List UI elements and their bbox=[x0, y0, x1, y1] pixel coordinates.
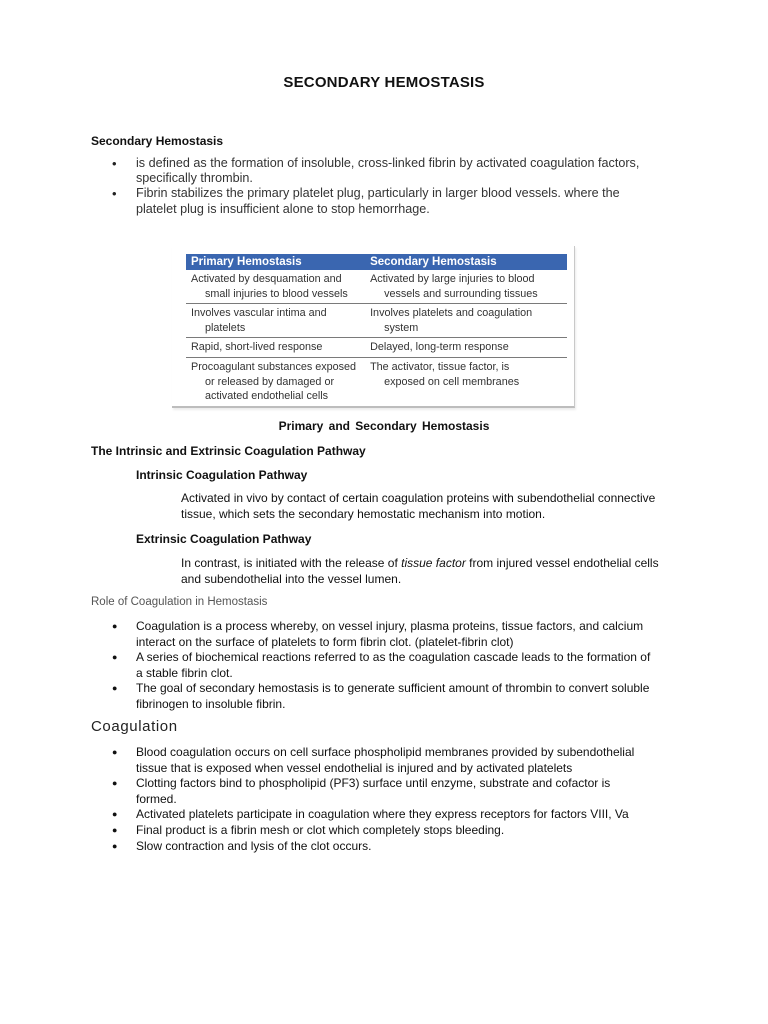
list-item: ● The goal of secondary hemostasis is to generate sufficient amount of thrombin to convert soluble fibrinogen to insoluble fibrin. bbox=[91, 681, 651, 712]
table-cell bbox=[186, 357, 365, 405]
intrinsic-description: Activated in vivo by contact of certain coagulation proteins with subendothelial connective tissue, which sets the secondary hemostatic mechanism into motion. bbox=[181, 491, 656, 521]
cell-line: Activated by large injuries to blood bbox=[370, 273, 535, 285]
table-header-row bbox=[186, 254, 567, 270]
section-heading-secondary-hemostasis: Secondary Hemostasis bbox=[91, 134, 224, 148]
table-cell bbox=[365, 304, 567, 338]
table-row bbox=[186, 338, 567, 358]
cell-line: small injuries to blood vessels bbox=[205, 287, 348, 300]
table-row bbox=[186, 304, 567, 338]
cell-line: system bbox=[384, 321, 419, 334]
cell-line: vessels and surrounding tissues bbox=[384, 287, 538, 300]
header-primary: Primary Hemostasis bbox=[186, 254, 365, 270]
list-item: • Fibrin stabilizes the primary platelet plug, particularly in larger blood vessels. where the platelet plug is insufficient alone to stop hemorrhage. bbox=[90, 186, 650, 216]
table-cell bbox=[365, 357, 567, 405]
list-item: ● Activated platelets participate in coagulation where they express receptors for factors VIII, Va bbox=[91, 807, 651, 823]
section-heading-coagulation: Coagulation bbox=[91, 718, 178, 735]
cell-line: exposed on cell membranes bbox=[384, 375, 520, 388]
extrinsic-text-start: In contrast, is initiated with the release of bbox=[181, 556, 402, 570]
cell-line: Activated by desquamation and bbox=[191, 273, 342, 285]
extrinsic-description bbox=[181, 556, 681, 587]
section-heading-role: Role of Coagulation in Hemostasis bbox=[91, 596, 268, 608]
cell-line: Involves vascular intima and bbox=[191, 307, 327, 320]
list-item: • is defined as the formation of insoluble, cross-linked fibrin by activated coagulation factors, specifically thrombin. bbox=[90, 156, 650, 186]
coagulation-bullet-list bbox=[91, 745, 651, 854]
list-item: ● Slow contraction and lysis of the clot occurs. bbox=[91, 839, 651, 855]
page-title: SECONDARY HEMOSTASIS bbox=[283, 74, 485, 91]
table-cell bbox=[186, 304, 365, 338]
list-item: ● Blood coagulation occurs on cell surface phospholipid membranes provided by subendothelial tissue that is exposed when vessel endothelial is injured and by activated platelets bbox=[91, 745, 651, 776]
table-cell bbox=[186, 338, 365, 358]
cell-line: The activator, tissue factor, is bbox=[370, 360, 510, 373]
role-bullet-list bbox=[91, 619, 651, 713]
table-row bbox=[186, 357, 567, 405]
subheading-extrinsic: Extrinsic Coagulation Pathway bbox=[136, 532, 312, 546]
list-item: ● Final product is a fibrin mesh or clot which completely stops bleeding. bbox=[91, 823, 651, 839]
cell-line: Procoagulant substances exposed bbox=[191, 360, 357, 373]
definition-bullet-list bbox=[90, 156, 650, 217]
cell-line: platelets bbox=[205, 321, 246, 334]
extrinsic-text-end: from injured vessel endothelial cells and subendothelial into the vessel lumen. bbox=[181, 556, 659, 586]
header-secondary: Secondary Hemostasis bbox=[365, 254, 567, 270]
comparison-table-figure bbox=[172, 246, 575, 408]
cell-line: Rapid, short-lived response bbox=[191, 341, 323, 354]
list-item: ● Clotting factors bind to phospholipid (PF3) surface until enzyme, substrate and cofactor is formed. bbox=[91, 776, 651, 807]
table-row bbox=[186, 270, 567, 304]
tissue-factor-term: tissue factor bbox=[401, 556, 466, 570]
subheading-intrinsic: Intrinsic Coagulation Pathway bbox=[136, 468, 308, 482]
cell-line: or released by damaged or bbox=[205, 375, 335, 388]
table-cell bbox=[186, 270, 365, 304]
list-item: ● A series of biochemical reactions referred to as the coagulation cascade leads to the formation of a stable fibrin clot. bbox=[91, 650, 651, 681]
cell-line: Delayed, long-term response bbox=[370, 341, 509, 354]
hemostasis-comparison-table bbox=[186, 254, 567, 406]
table-caption: Primary and Secondary Hemostasis bbox=[278, 419, 490, 433]
cell-line: Involves platelets and coagulation bbox=[370, 307, 533, 320]
section-heading-pathways: The Intrinsic and Extrinsic Coagulation Pathway bbox=[91, 444, 366, 458]
cell-line: activated endothelial cells bbox=[205, 390, 329, 403]
table-cell bbox=[365, 338, 567, 358]
list-item: ● Coagulation is a process whereby, on vessel injury, plasma proteins, tissue factors, and calcium interact on the surface of platelets to form fibrin clot. (platelet-fibrin clot) bbox=[91, 619, 651, 650]
table-cell bbox=[365, 270, 567, 304]
